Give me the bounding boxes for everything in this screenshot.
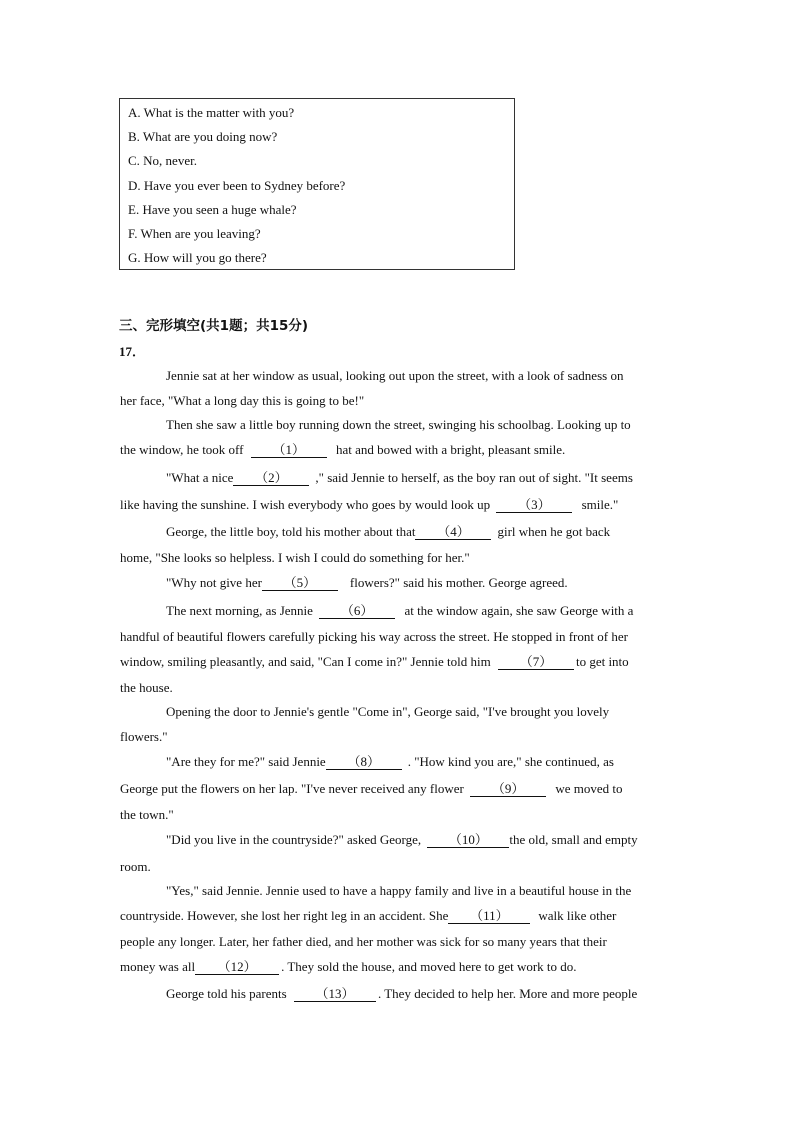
passage-line [166,575,568,591]
blank-8: （8） [326,755,402,770]
passage-line [120,654,629,670]
passage-line: room. [120,859,151,874]
passage-line: home, "She looks so helpless. I wish I could do something for her." [120,550,470,565]
option-g: G. How will you go there? [128,250,267,266]
passage-line: the town." [120,807,174,822]
option-b: B. What are you doing now? [128,129,278,145]
passage-text: smile." [581,497,619,512]
passage-text: "Did you live in the countryside?" asked George, [166,832,422,847]
blank-5: （5） [262,576,338,591]
passage-line: her face, "What a long day this is going to be!" [120,393,365,408]
passage-line [120,908,616,924]
option-a: A. What is the matter with you? [128,105,295,120]
options-box [119,98,515,270]
blank-10: （10） [427,833,509,848]
blank-12: （12） [195,960,279,975]
passage-line [166,603,633,619]
passage-line: "Yes," said Jennie. Jennie used to have a happy family and live in a beautiful house in the [166,883,632,898]
passage-text: to get into [575,654,629,669]
passage-line: flowers." [120,729,168,744]
passage-text: "Why not give her [166,575,262,590]
passage-text: like having the sunshine. I wish everybody who goes by would look up [120,497,491,512]
passage-text: . "How kind you are," she continued, as [407,754,614,769]
blank-13: （13） [294,987,376,1002]
passage-text: at the window again, she saw George with a [404,603,634,618]
blank-9: （9） [470,782,546,797]
passage-text: money was all [120,959,196,974]
passage-line [120,442,565,458]
option-e: E. Have you seen a huge whale? [128,201,297,217]
passage-text: George told his parents [166,986,287,1001]
passage-text: girl when he got back [497,524,611,539]
section-title: 三、完形填空(共1题；共15分) [119,318,309,334]
blank-2: （2） [233,471,309,486]
question-number: 17． [119,344,146,359]
passage-line [120,959,577,975]
passage-text: . They sold the house, and moved here to get work to do. [281,959,577,974]
option-f: F. When are you leaving? [128,225,261,241]
blank-1: （1） [251,443,327,458]
passage-line [166,470,633,486]
passage-text: hat and bowed with a bright, pleasant smile. [335,442,566,457]
passage-text: George, the little boy, told his mother about that [166,524,416,539]
option-c: C. No, never. [128,153,197,169]
blank-4: （4） [415,525,491,540]
passage-text: flowers?" said his mother. George agreed. [349,575,568,590]
passage-text: George put the flowers on her lap. "I've never received any flower [120,781,464,796]
passage-text: "Are they for me?" said Jennie [166,754,326,769]
passage-line [166,986,637,1002]
passage-text: the window, he took off [120,442,244,457]
passage-line: Opening the door to Jennie's gentle "Come in", George said, "I've brought you lovely [166,704,610,719]
passage-text: "What a nice [166,470,234,485]
passage-line: handful of beautiful flowers carefully picking his way across the street. He stopped in front of her [120,629,628,644]
passage-line: Jennie sat at her window as usual, looking out upon the street, with a look of sadness on [166,368,624,383]
passage-line [120,497,618,513]
passage-text: . They decided to help her. More and more people [377,986,638,1001]
passage-line [166,832,638,848]
blank-11: （11） [448,909,530,924]
passage-text: the old, small and empty [509,832,638,847]
passage-text: window, smiling pleasantly, and said, "Can I come in?" Jennie told him [120,654,491,669]
blank-7: （7） [498,655,574,670]
passage-text: The next morning, as Jennie [166,603,313,618]
passage-line: people any longer. Later, her father died, and her mother was sick for so many years that their [120,934,607,949]
option-d: D. Have you ever been to Sydney before? [128,177,346,193]
passage-line [120,781,622,797]
passage-line [166,754,614,770]
passage-line: the house. [120,680,173,695]
passage-text: walk like other [538,908,617,923]
passage-line [166,524,610,540]
blank-3: （3） [496,498,572,513]
blank-6: （6） [319,604,395,619]
passage-text: ," said Jennie to herself, as the boy ran out of sight. "It seems [315,470,633,485]
passage-text: countryside. However, she lost her right leg in an accident. She [120,908,449,923]
passage-line: Then she saw a little boy running down the street, swinging his schoolbag. Looking up to [166,417,631,432]
passage-text: we moved to [555,781,623,796]
